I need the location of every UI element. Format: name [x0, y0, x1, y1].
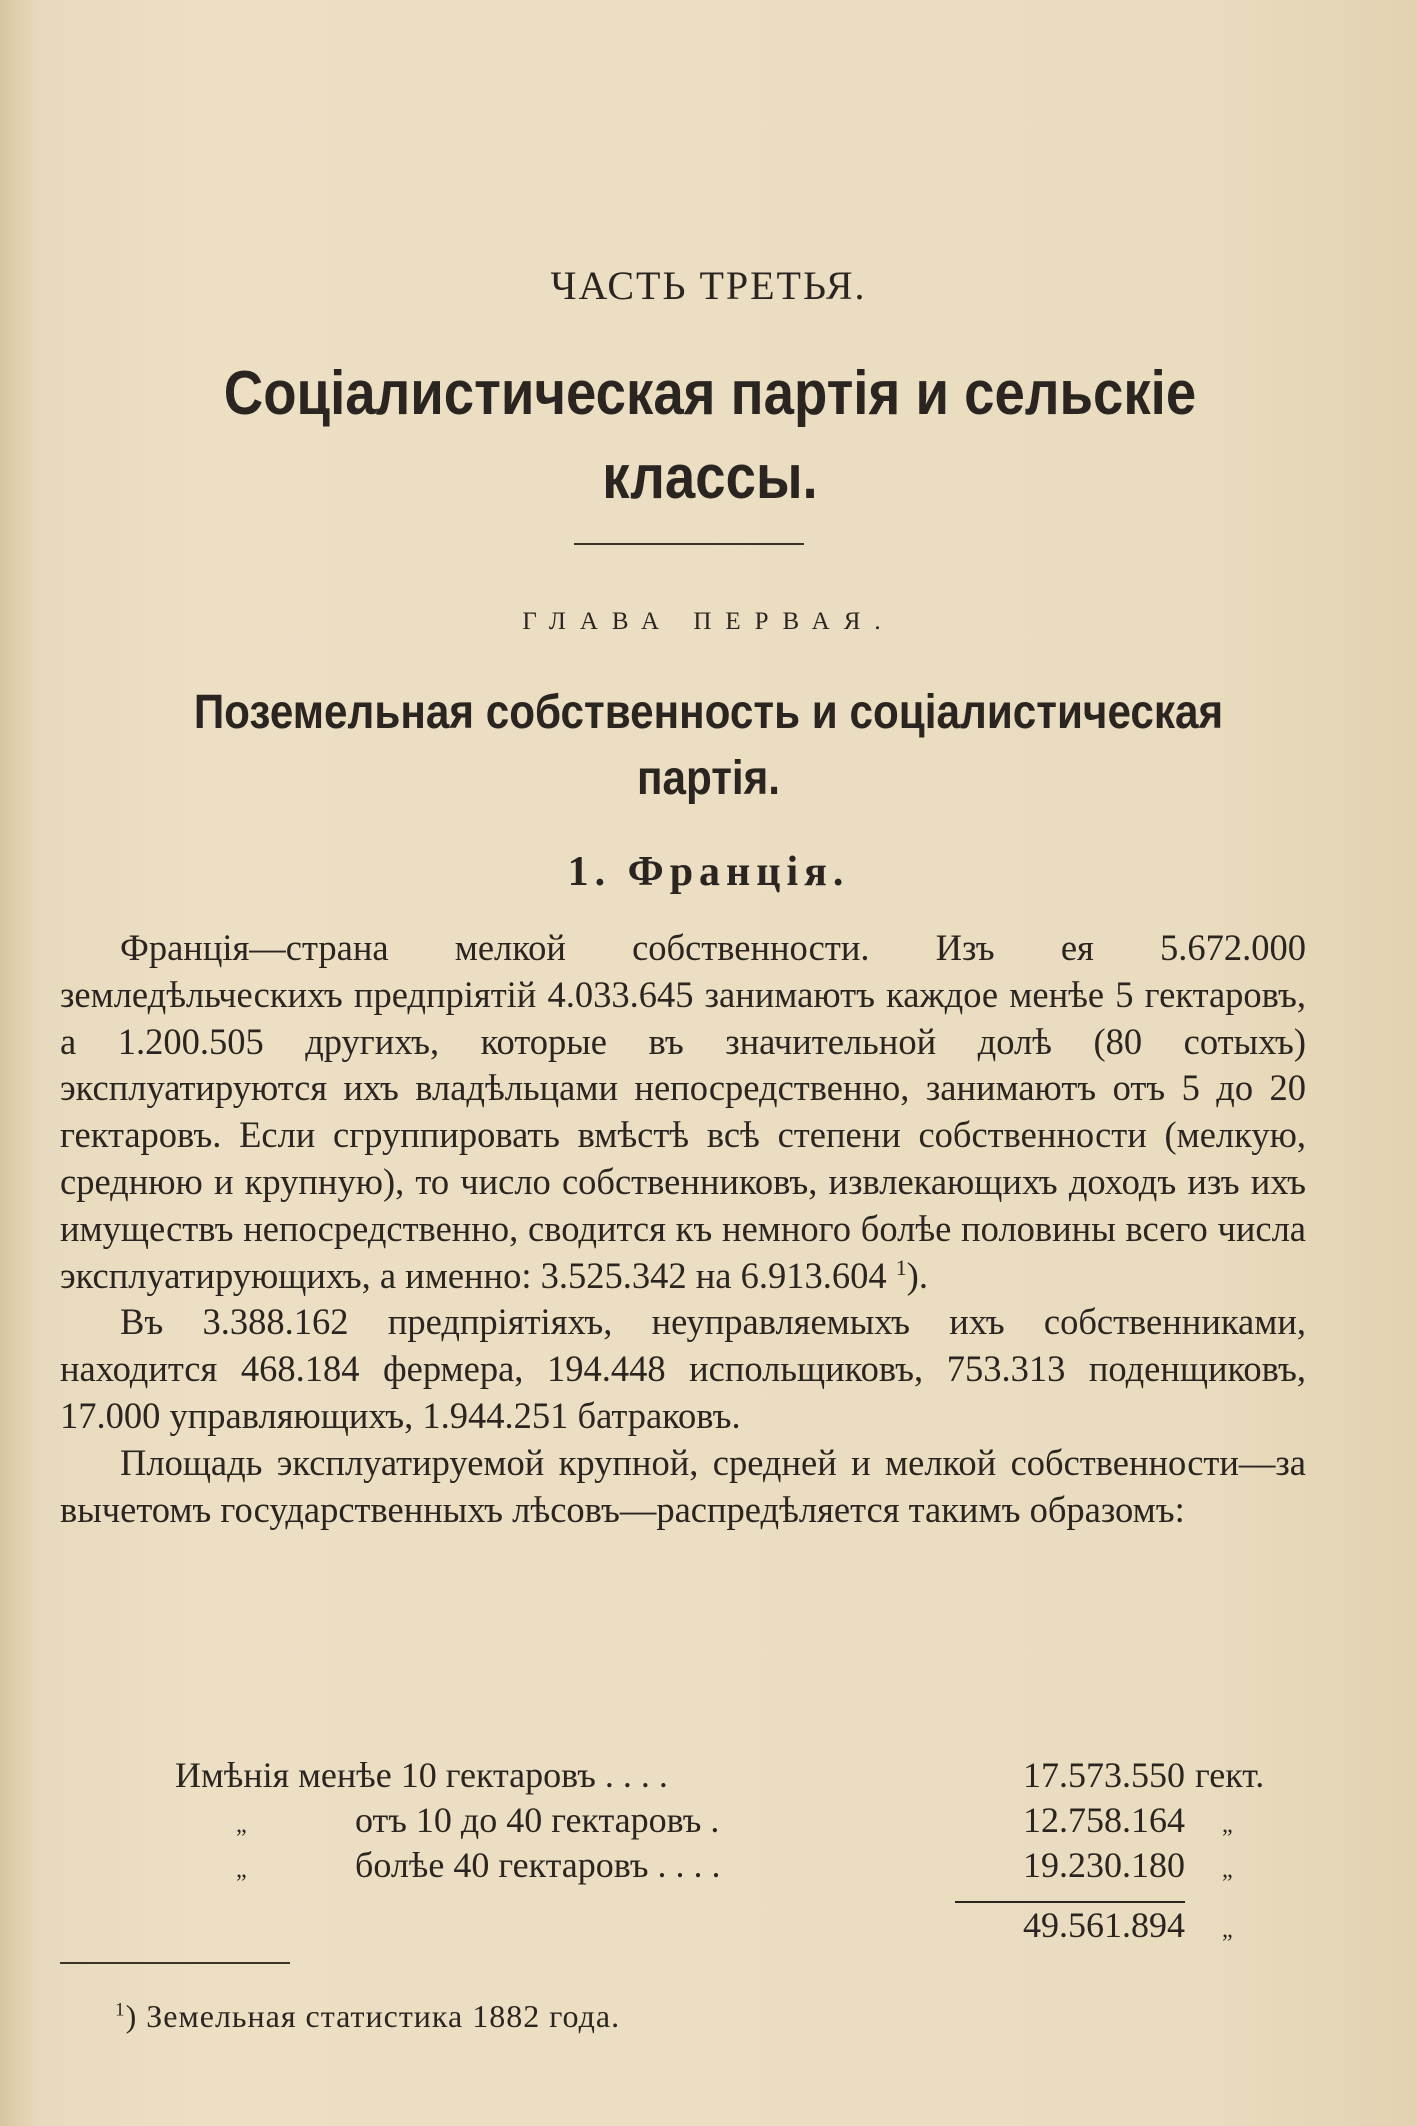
- row-unit: гект.: [1195, 1755, 1265, 1795]
- footnote-marker: 1: [115, 1999, 126, 2021]
- paragraph-1-text: Франція—страна мелкой собственности. Изъ ея 5.672.000 земледѣльческихъ предпріятій 4.033.645 занимаютъ каждое менѣе 5 гектаровъ, а 1.200.505 другихъ, которые въ значительной долѣ (80 сотыхъ) эксплуатируются ихъ владѣльцами непосредственно, занимаютъ отъ 5 до 20 гектаровъ. Если сгруппировать вмѣстѣ всѣ степени собственности (мелкую, среднюю и крупную), то число собственниковъ, извлекающихъ доходъ изъ ихъ имуществъ непосредственно, сводится къ немного болѣе половины всего числа эксплуатирующихъ, а именно: 3.525.342 на 6.913.604: [60, 927, 1306, 1296]
- table-row: [175, 1752, 668, 1798]
- footnote-divider: [60, 1962, 290, 1964]
- chapter-title-line-1: Поземельная собственность и соціалистическая: [193, 686, 1224, 739]
- title-divider: [574, 543, 804, 545]
- row-value: 17.573.550: [1023, 1755, 1185, 1795]
- paragraph-1-tail: ).: [906, 1254, 928, 1296]
- paragraph-1: [60, 925, 1306, 1299]
- sum-divider: [955, 1901, 1185, 1903]
- row-label: Имѣнія менѣе 10 гектаровъ . . . .: [175, 1755, 668, 1795]
- row-value: 12.758.164: [1023, 1800, 1185, 1840]
- paragraph-3: Площадь эксплуатируемой крупной, средней и мелкой собственности—за вычетомъ государственныхъ лѣсовъ—распредѣляется такимъ образомъ:: [60, 1441, 1306, 1530]
- paragraph-2: Въ 3.388.162 предпріятіяхъ, неуправляемыхъ ихъ собственниками, находится 468.184 фермера, 194.448 испольщиковъ, 753.313 поденщиковъ, 17.000 управляющихъ, 1.944.251 батраковъ.: [60, 1301, 1306, 1436]
- footnote: [115, 1998, 620, 2035]
- footnote-text: ) Земельная статистика 1882 года.: [125, 1998, 621, 2034]
- body-text: [60, 925, 1306, 1533]
- ditto-mark: „: [1222, 1857, 1233, 1883]
- section-title: 1. Франція.: [567, 849, 850, 895]
- footnote-ref[interactable]: 1: [895, 1254, 907, 1280]
- chapter-label: ГЛАВА ПЕРВАЯ.: [522, 608, 895, 635]
- ditto-mark: „: [236, 1812, 247, 1838]
- part-title-line-1: Соціалистическая партія и сельскіе: [223, 359, 1197, 428]
- chapter-title: [120, 680, 1297, 812]
- part-title: [138, 352, 1282, 520]
- table-row: [355, 1797, 719, 1843]
- row-label: болѣе 40 гектаровъ . . . .: [355, 1845, 721, 1885]
- table-row: [355, 1842, 720, 1888]
- chapter-title-line-2: партія.: [636, 752, 781, 805]
- row-value: 19.230.180: [1023, 1845, 1185, 1885]
- row-label: отъ 10 до 40 гектаровъ .: [355, 1800, 720, 1840]
- ditto-mark: „: [1222, 1917, 1233, 1943]
- total-value: 49.561.894: [1023, 1905, 1185, 1945]
- ditto-mark: „: [236, 1857, 247, 1883]
- part-label: ЧАСТЬ ТРЕТЬЯ.: [550, 263, 867, 308]
- part-title-line-2: классы.: [602, 443, 818, 512]
- ditto-mark: „: [1222, 1812, 1233, 1838]
